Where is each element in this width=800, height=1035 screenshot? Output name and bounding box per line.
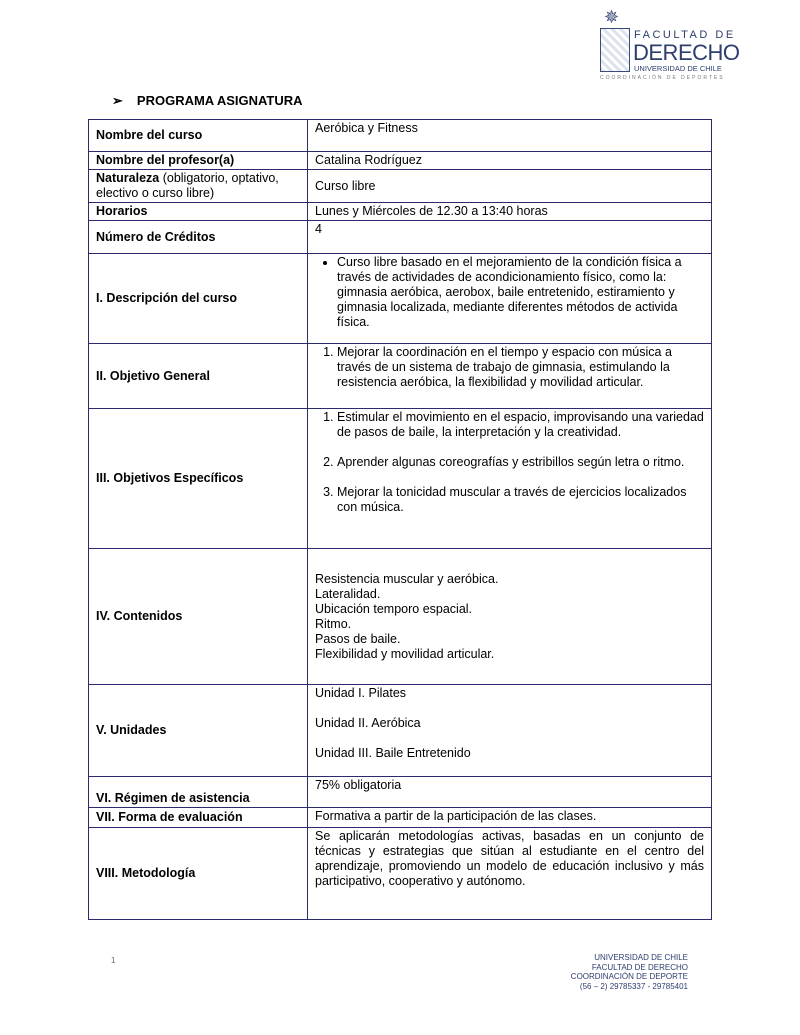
- list-item: Pasos de baile.: [315, 631, 401, 646]
- footer-line: FACULTAD DE DERECHO: [591, 962, 688, 972]
- table-row: [89, 828, 712, 920]
- faculty-logo: [598, 7, 740, 82]
- table-row: [89, 254, 712, 344]
- list-item: Ritmo.: [315, 616, 352, 631]
- table-row: [89, 409, 712, 549]
- logo-line3: UNIVERSIDAD DE CHILE: [634, 64, 722, 73]
- row-label: VI. Régimen de asistencia: [89, 777, 308, 808]
- row-label: IV. Contenidos: [89, 549, 308, 685]
- table-row: [89, 685, 712, 777]
- row-value: Se aplicarán metodologías activas, basadas en un conjunto de técnicas y estrategias que sitúan al estudiante en el centro del aprendizaje, promoviendo un modelo de educación inclusivo y más participativo, cooperativo y autónomo.: [308, 828, 712, 920]
- list-item: 3. Mejorar la tonicidad muscular a través de ejercicios localizados con música.: [337, 485, 704, 515]
- row-value: 75% obligatoria: [308, 777, 712, 808]
- list-item: Resistencia muscular y aeróbica.: [315, 571, 499, 586]
- row-label: V. Unidades: [89, 685, 308, 777]
- row-value: Curso libre: [308, 170, 712, 203]
- list-item: 2. Aprender algunas coreografías y estribillos según letra o ritmo.: [337, 455, 704, 470]
- section-heading: [112, 93, 303, 109]
- row-value: [308, 344, 712, 409]
- list-item: 1. Mejorar la coordinación en el tiempo y espacio con música a través de un sistema de trabajo de gimnasia, estimulando la resistencia aeróbica, la flexibilidad y movilidad articular.: [337, 345, 704, 390]
- list-item: Flexibilidad y movilidad articular.: [315, 646, 495, 661]
- list-item: 1. Estimular el movimiento en el espacio, improvisando una variedad de pasos de baile, la interpretación y la creatividad.: [337, 410, 704, 440]
- logo-line2: DERECHO: [633, 40, 740, 65]
- row-label: VII. Forma de evaluación: [89, 808, 308, 828]
- list-item: Lateralidad.: [315, 586, 381, 601]
- row-label: [89, 170, 308, 203]
- row-label: I. Descripción del curso: [89, 254, 308, 344]
- table-row: [89, 777, 712, 808]
- row-label: Horarios: [89, 203, 308, 221]
- logo-line1: FACULTAD DE: [634, 29, 736, 41]
- row-value: Aeróbica y Fitness: [308, 120, 712, 152]
- row-label: VIII. Metodología: [89, 828, 308, 920]
- footer-line: UNIVERSIDAD DE CHILE: [594, 953, 688, 962]
- footer-address: [560, 953, 688, 991]
- row-label: III. Objetivos Específicos: [89, 409, 308, 549]
- list-item: Unidad I. Pilates: [315, 686, 407, 700]
- table-row: [89, 549, 712, 685]
- list-item: • Curso libre basado en el mejoramiento de la condición física a través de actividades de acondicionamiento físico, como la: gimnasia aeróbica, aerobox, baile entretenido, estiramiento y gimnasia localizada, mediante diferentes métodos de activida física.: [337, 255, 704, 330]
- row-value: Catalina Rodríguez: [308, 152, 712, 170]
- list-item: Unidad II. Aeróbica: [315, 716, 421, 730]
- table-row: [89, 120, 712, 152]
- table-row: [89, 152, 712, 170]
- row-value: [308, 409, 712, 549]
- arrow-bullet-icon: ➢: [112, 93, 123, 108]
- row-value: [308, 549, 712, 685]
- table-row: [89, 221, 712, 254]
- row-value: Lunes y Miércoles de 12.30 a 13:40 horas: [308, 203, 712, 221]
- label-note: (obligatorio, optativo, electivo o curso libre): [96, 171, 279, 200]
- row-label: Nombre del profesor(a): [89, 152, 308, 170]
- row-label: II. Objetivo General: [89, 344, 308, 409]
- list-item: Ubicación temporo espacial.: [315, 601, 473, 616]
- page-number: 1: [111, 956, 116, 965]
- table-row: [89, 344, 712, 409]
- table-row: [89, 203, 712, 221]
- table-row: [89, 808, 712, 828]
- row-value: Formativa a partir de la participación de las clases.: [308, 808, 712, 828]
- footer-line: (56 – 2) 29785337 - 29785401: [579, 981, 688, 991]
- star-icon: ✵: [604, 7, 620, 27]
- crest-icon: [600, 28, 630, 72]
- logo-line4: COORDINACIÓN DE DEPORTES: [600, 75, 725, 81]
- row-value: [308, 254, 712, 344]
- footer-line: COORDINACIÓN DE DEPORTE: [570, 972, 688, 981]
- table-row: [89, 170, 712, 203]
- program-table: [88, 119, 712, 920]
- row-label: Nombre del curso: [89, 120, 308, 152]
- label-main: Naturaleza: [96, 171, 160, 185]
- row-label: Número de Créditos: [89, 221, 308, 254]
- heading-title: PROGRAMA ASIGNATURA: [136, 93, 303, 108]
- row-value: [308, 685, 712, 777]
- row-value: 4: [308, 221, 712, 254]
- list-item: Unidad III. Baile Entretenido: [315, 746, 471, 760]
